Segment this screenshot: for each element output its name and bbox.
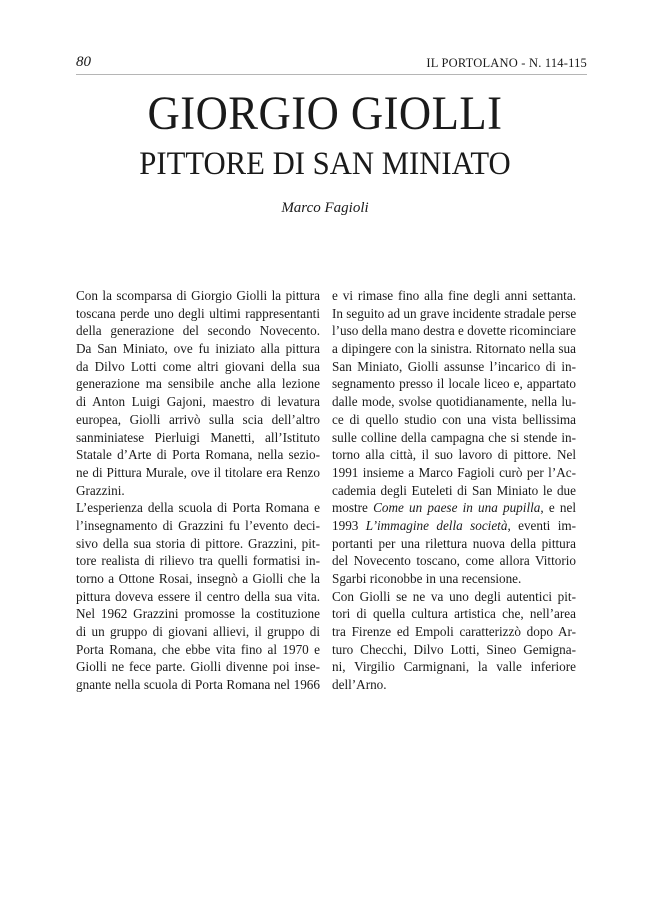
text-line: 1991 insieme a Marco Fagioli curò per l’Ac- bbox=[332, 464, 576, 480]
text-line: Statale d’Arte di Porta Romana, nella sezio- bbox=[76, 447, 320, 463]
text-line: della generazione del secondo Novecento. bbox=[76, 323, 320, 339]
text-line bbox=[332, 499, 576, 517]
text-line: Giolli ne fece parte. Giolli divenne poi inse- bbox=[76, 659, 320, 675]
text-line: Con Giolli se ne va uno degli autentici pit- bbox=[332, 588, 576, 604]
text-line: portanti per una rilettura nuova della pittura bbox=[332, 535, 576, 551]
text-line: Da San Miniato, ove fu iniziato alla pittura bbox=[76, 341, 320, 357]
text-line: cademia degli Euteleti di San Miniato le due bbox=[332, 482, 576, 498]
text-line: pittura doveva essere il centro della sua vita. bbox=[76, 588, 320, 604]
text-line: tore realista di rilievo tra quelli formatisi in- bbox=[76, 553, 320, 569]
text-line: Con la scomparsa di Giorgio Giolli la pittura bbox=[76, 288, 320, 303]
text-line: di Anton Luigi Gajoni, maestro di levatura bbox=[76, 394, 320, 410]
text-line: ce di quello studio con una vista bellissima bbox=[332, 411, 576, 427]
text-column-right bbox=[332, 287, 576, 694]
text-fragment: 1993 bbox=[332, 517, 366, 533]
text-line: europea, Giolli arrivò sulla scia dell’altro bbox=[76, 411, 320, 427]
text-line: tra Firenze ed Empoli caratterizzò dopo Ar- bbox=[332, 624, 576, 640]
text-line: torno a Ottone Rosai, insegnò a Giolli che la bbox=[76, 571, 320, 586]
article-subtitle: PITTORE DI SAN MINIATO bbox=[139, 146, 511, 182]
text-line: ni, Virgilio Carmignani, la valle inferiore bbox=[332, 659, 576, 675]
text-fragment: mostre bbox=[332, 500, 374, 516]
text-line: torno alla città, il suo lavoro di pittore. Nel bbox=[332, 447, 576, 463]
text-line: Porta Romana, che ebbe vita fino al 1970 e bbox=[76, 641, 320, 657]
article-author: Marco Fagioli bbox=[281, 200, 369, 216]
text-line: turo Checchi, Dilvo Lotti, Sineo Gemigna- bbox=[332, 641, 576, 657]
article-title: GIORGIO GIOLLI bbox=[147, 87, 503, 140]
text-line: gnante nella scuola di Porta Romana nel 1966 bbox=[76, 677, 320, 693]
text-line: generazione ma sensibile anche alla lezione bbox=[76, 376, 320, 392]
journal-title: IL PORTOLANO - N. 114-115 bbox=[426, 56, 587, 70]
text-line: e vi rimase fino alla fine degli anni settanta. bbox=[332, 288, 576, 303]
text-line: sanminiatese Pierluigi Manetti, all’Istituto bbox=[76, 429, 320, 445]
text-line: dalle mode, svolse quotidianamente, nella lu- bbox=[332, 394, 576, 410]
text-line: l’uso della mano destra e dovette ricominciare bbox=[332, 323, 576, 339]
text-line: ne di Pittura Murale, ove il titolare era Renzo bbox=[76, 464, 320, 480]
text-line: sulle colline della campagna che si stende in- bbox=[332, 429, 576, 445]
text-line: San Miniato, Giolli assunse l’incarico di in- bbox=[332, 358, 576, 374]
text-line: Nel 1962 Grazzini promosse la costituzione bbox=[76, 606, 320, 622]
text-line: Sgarbi riconobbe in una recensione. bbox=[332, 571, 522, 586]
text-column-left bbox=[76, 287, 320, 694]
text-line: toscana perde uno degli ultimi rappresentanti bbox=[76, 305, 320, 321]
text-line: In seguito ad un grave incidente stradale perse bbox=[332, 305, 577, 321]
page-number: 80 bbox=[76, 54, 91, 70]
text-line: del Novecento toscano, come allora Vittorio bbox=[332, 553, 576, 569]
text-line: tori di quella cultura artistica che, nell’area bbox=[332, 606, 576, 622]
text-fragment: , eventi im- bbox=[507, 517, 577, 533]
text-line: di un gruppo di giovani allievi, il gruppo di bbox=[76, 624, 320, 640]
text-line: L’esperienza della scuola di Porta Romana e bbox=[76, 500, 320, 516]
italic-title: Come un paese in una pupilla bbox=[373, 500, 541, 516]
italic-title: L’immagine della società bbox=[365, 517, 508, 533]
text-line: segnamento presso il locale liceo e, appartato bbox=[332, 376, 576, 392]
text-line: sivo della sua storia di pittore. Grazzini, pit- bbox=[76, 535, 320, 551]
text-line: l’insegnamento di Grazzini fu l’evento deci- bbox=[76, 517, 320, 533]
text-line: a dipingere con la sinistra. Ritornato nella sua bbox=[332, 341, 576, 357]
text-line: Grazzini. bbox=[76, 482, 125, 498]
text-line: dell’Arno. bbox=[332, 677, 387, 693]
text-fragment: , e nel bbox=[540, 500, 576, 516]
text-line: da Dilvo Lotti come altri giovani della sua bbox=[76, 358, 320, 374]
text-line bbox=[332, 517, 576, 535]
running-header bbox=[76, 52, 587, 75]
